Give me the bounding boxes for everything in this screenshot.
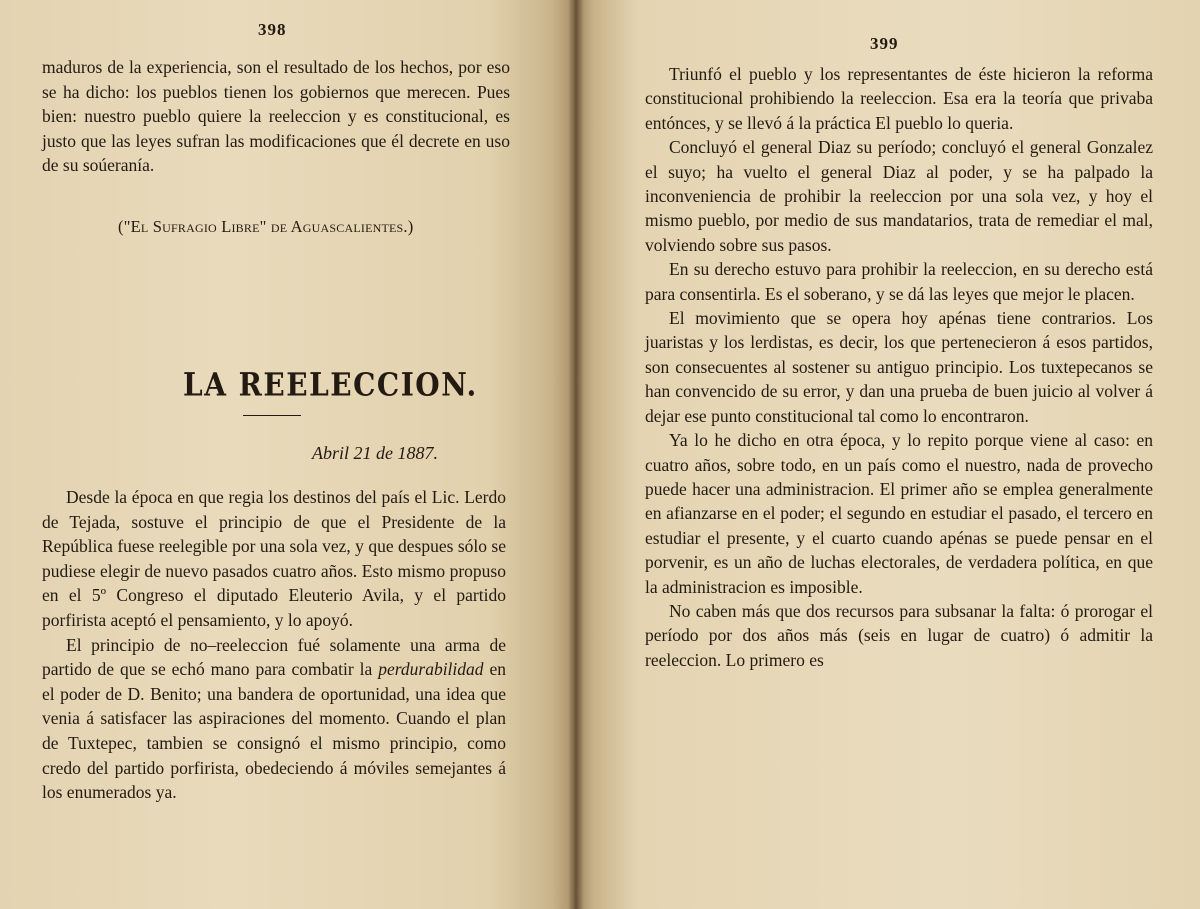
heading-rule bbox=[243, 415, 301, 416]
right-article-body bbox=[645, 62, 1153, 672]
paragraph-text: El principio de no–reeleccion fué solamente una arma de partido de que se echó mano para combatir la bbox=[42, 634, 506, 680]
article-heading: LA REELECCION. bbox=[183, 365, 478, 404]
left-opening-text bbox=[42, 55, 510, 178]
body-paragraph: El movimiento que se opera hoy apénas tiene contrarios. Los juaristas y los lerdistas, es decir, los que pertenecieron á esos partidos, son consecuentes al sostener su antiguo principio. Los tuxtepecanos se han convencido de su error, y dan una prueba de buen juicio al volver á dejar ese punto constitucional tal como lo encontraron. bbox=[645, 308, 1153, 426]
body-paragraph: Desde la época en que regia los destinos del país el Lic. Lerdo de Tejada, sostuve el principio de que el Presidente de la República fuese reelegible por una sola vez, y que despues sólo se pudiese elegir de nuevo pasados cuatro años. Esto mismo propuso en el 5º Congreso el diputado Eleuterio Avila, y el partido porfirista aceptó el pensamiento, y lo apoyó. bbox=[42, 487, 506, 630]
body-paragraph bbox=[42, 633, 506, 805]
left-article-body bbox=[42, 485, 506, 805]
right-page-number: 399 bbox=[870, 34, 899, 53]
body-paragraph: En su derecho estuvo para prohibir la reeleccion, en su derecho está para consentirla. Es el soberano, y se dá las leyes que mejor le placen. bbox=[645, 259, 1153, 304]
body-paragraph: Ya lo he dicho en otra época, y lo repito porque viene al caso: en cuatro años, sobre todo, en un país como el nuestro, nada de provecho puede hacer una administracion. El primer año se emplea generalmente en afianzarse en el poder; el segundo en estudiar el pasado, el tercero en estudiar el presente, y el cuarto cuando apénas se puede pensar en el porvenir, es un año de luchas electorales, de verdadera política, en que la administracion es imposible. bbox=[645, 430, 1153, 597]
left-page bbox=[0, 0, 575, 909]
body-paragraph: Concluyó el general Diaz su período; concluyó el general Gonzalez el suyo; ha vuelto el general Diaz al poder, y se ha palpado la inconveniencia de prohibir la reeleccion por una sola vez, y hoy el mismo pueblo, por medio de sus mandatarios, trata de remediar el mal, volviendo sobre sus pasos. bbox=[645, 137, 1153, 255]
article-dateline: Abril 21 de 1887. bbox=[312, 443, 438, 463]
body-paragraph: No caben más que dos recursos para subsanar la falta: ó prorogar el período por dos años más (seis en lugar de cuatro) ó admitir la reeleccion. Lo primero es bbox=[645, 600, 1153, 670]
opening-paragraph: maduros de la experiencia, son el resultado de los hechos, por eso se ha dicho: los pueblos tienen los gobiernos que merecen. Pues bien: nuestro pueblo quiere la reeleccion y es constitucional, es justo que las leyes sufran las modificaciones que él decrete en uso de su soúeranía. bbox=[42, 57, 510, 176]
emphasis-text: perdurabilidad bbox=[378, 659, 484, 680]
paragraph-text: en el poder de D. Benito; una bandera de oportunidad, una idea que venia á satisfacer las aspiraciones del momento. Cuando el plan de Tuxtepec, tambien se consignó el mismo principio, como credo del partido porfirista, obedeciendo á móviles semejantes á los enumerados ya. bbox=[42, 659, 506, 803]
source-attribution: ("El Sufragio Libre" de Aguascalientes.) bbox=[118, 217, 414, 236]
right-page bbox=[575, 0, 1200, 909]
left-page-number: 398 bbox=[258, 20, 287, 39]
body-paragraph: Triunfó el pueblo y los representantes de éste hicieron la reforma constitucional prohibiendo la reeleccion. Esa era la teoría que privaba entónces, y se llevó á la práctica El pueblo lo queria. bbox=[645, 64, 1153, 133]
